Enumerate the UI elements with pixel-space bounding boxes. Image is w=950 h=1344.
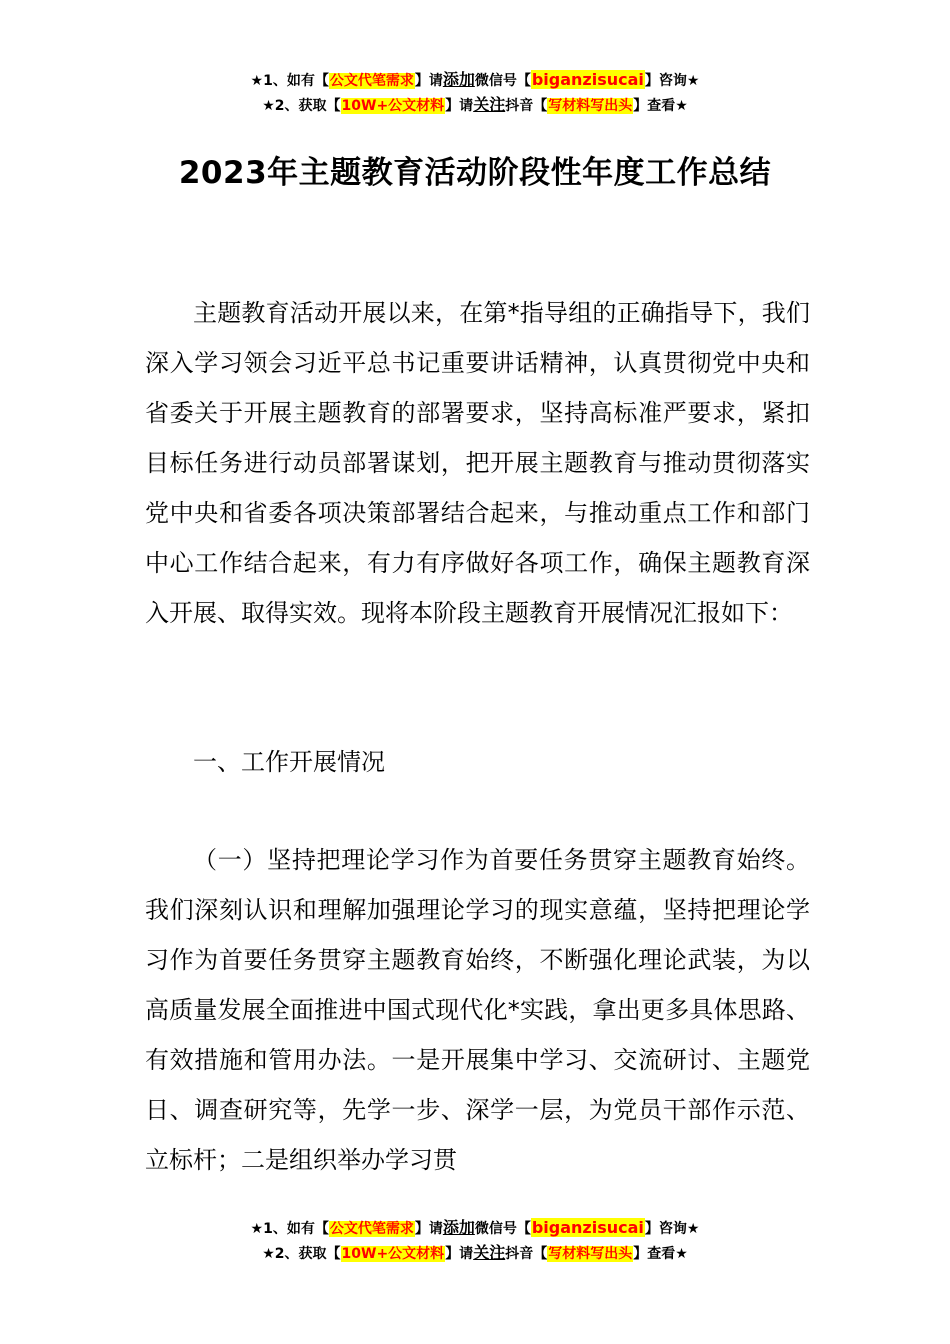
ad-text: 抖音【	[505, 1246, 548, 1262]
ad-highlight: 10W+公文材料	[341, 1246, 445, 1262]
ad-wechat-id: biganzisucai	[531, 1218, 644, 1237]
sub-section-paragraph-block	[145, 835, 810, 1185]
ad-text: 2、获取【	[274, 98, 341, 114]
ad-text: 1、如有【	[263, 1221, 329, 1237]
ad-text: 】咨询★	[644, 1221, 700, 1237]
bottom-ad-banner	[0, 1216, 950, 1266]
section-heading-block	[145, 737, 810, 787]
ad-text: 】请	[414, 73, 443, 89]
ad-text: 】查看★	[633, 1246, 688, 1262]
ad-douyin-id: 写材料写出头	[548, 98, 633, 114]
ad-douyin-id: 写材料写出头	[548, 1246, 633, 1262]
ad-text: 】请	[414, 1221, 443, 1237]
ad-line-2	[0, 93, 950, 118]
ad-highlight: 公文代笔需求	[329, 1221, 414, 1237]
paragraph: 主题教育活动开展以来，在第*指导组的正确指导下，我们深入学习领会习近平总书记重要讲话精神，认真贯彻党中央和省委关于开展主题教育的部署要求，坚持高标准严要求，紧扣目标任务进行动员部署谋划，把开展主题教育与推动贯彻落实党中央和省委各项决策部署结合起来，与推动重点工作和部门中心工作结合起来，有力有序做好各项工作，确保主题教育深入开展、取得实效。现将本阶段主题教育开展情况汇报如下：	[145, 299, 810, 627]
star-icon: ★	[262, 1246, 275, 1262]
ad-underlined-text: 关注	[473, 1243, 506, 1262]
ad-text: 抖音【	[505, 98, 548, 114]
star-icon: ★	[250, 1221, 264, 1237]
document-title: 2023年主题教育活动阶段性年度工作总结	[178, 155, 772, 191]
intro-paragraph-block	[145, 288, 810, 638]
ad-line-2	[0, 1241, 950, 1266]
star-icon: ★	[262, 98, 275, 114]
ad-text: 】请	[445, 1246, 474, 1262]
ad-text: 2、获取【	[274, 1246, 341, 1262]
ad-text: 】请	[445, 98, 474, 114]
ad-highlight: 10W+公文材料	[341, 98, 445, 114]
ad-text: 微信号【	[474, 73, 531, 89]
paragraph: （一）坚持把理论学习作为首要任务贯穿主题教育始终。我们深刻认识和理解加强理论学习的现实意蕴，坚持把理论学习作为首要任务贯穿主题教育始终，不断强化理论武装，为以高质量发展全面推进中国式现代化*实践，拿出更多具体思路、有效措施和管用办法。一是开展集中学习、交流研讨、主题党日、调查研究等，先学一步、深学一层，为党员干部作示范、立标杆；二是组织举办学习贯	[145, 846, 810, 1174]
ad-underlined-text: 添加	[442, 1218, 475, 1237]
ad-text: 】查看★	[633, 98, 688, 114]
ad-line-1	[0, 68, 950, 93]
section-heading: 一、工作开展情况	[193, 748, 385, 776]
ad-text: 1、如有【	[263, 73, 329, 89]
ad-underlined-text: 关注	[473, 95, 506, 114]
ad-line-1	[0, 1216, 950, 1241]
ad-highlight: 公文代笔需求	[329, 73, 414, 89]
ad-wechat-id: biganzisucai	[531, 70, 644, 89]
ad-underlined-text: 添加	[442, 70, 475, 89]
ad-text: 微信号【	[474, 1221, 531, 1237]
ad-text: 】咨询★	[644, 73, 700, 89]
top-ad-banner	[0, 68, 950, 118]
star-icon: ★	[250, 73, 264, 89]
